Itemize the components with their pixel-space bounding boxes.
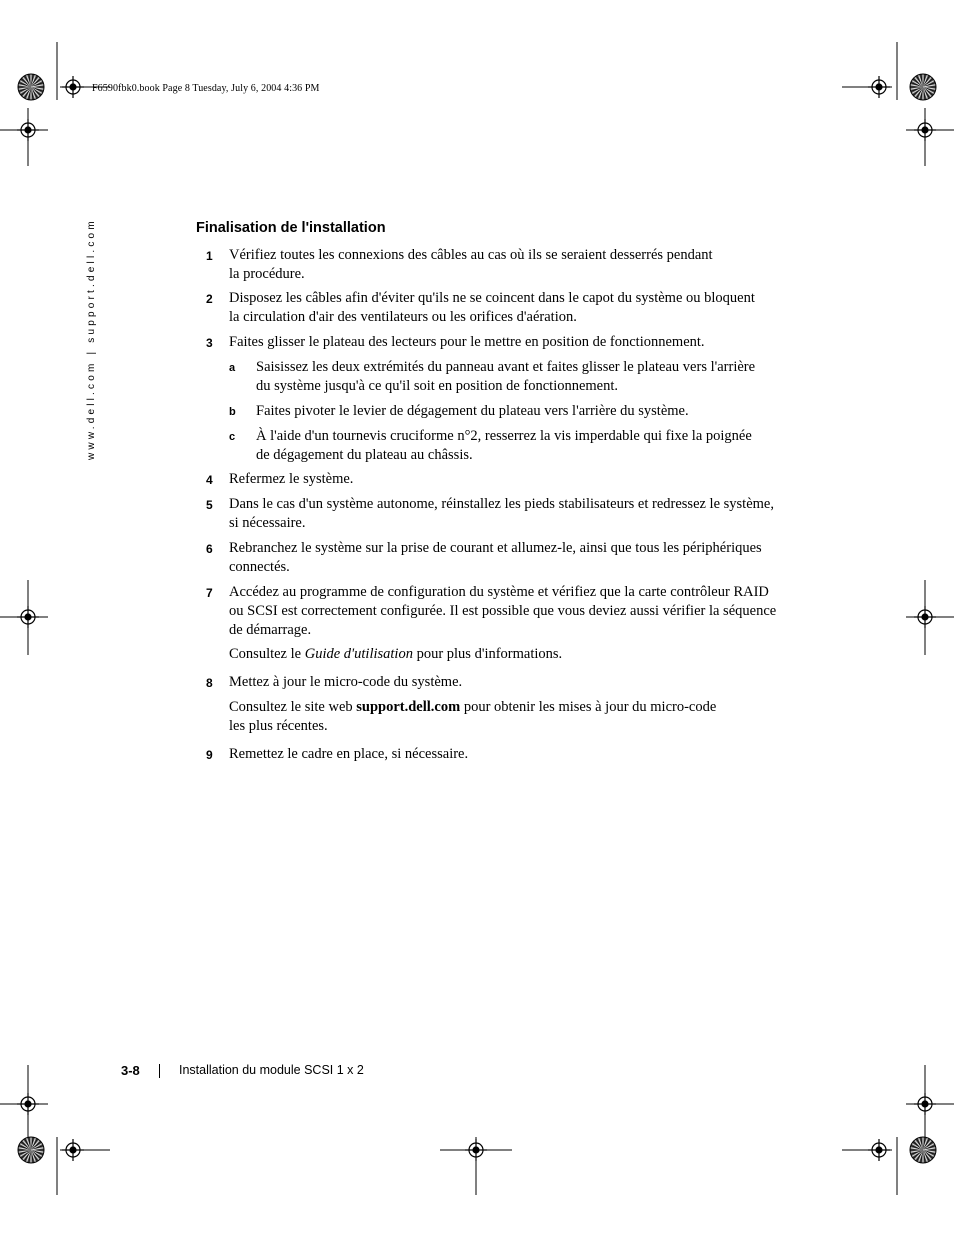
- step-number: 3: [206, 336, 213, 350]
- starburst-target-icon: [18, 74, 44, 100]
- step-number: 2: [206, 292, 213, 306]
- step-text-line: Dans le cas d'un système autonome, réinstallez les pieds stabilisateurs et redressez le système,: [229, 496, 774, 512]
- substep-text-line: Saisissez les deux extrémités du panneau avant et faites glisser le plateau vers l'arrière: [256, 359, 756, 375]
- step-number: 1: [206, 249, 213, 263]
- support-link[interactable]: support.dell.com: [356, 699, 461, 715]
- step-text-line: Vérifiez toutes les connexions des câbles au cas où ils se seraient desserrés pendant: [229, 247, 713, 263]
- substep-text-line: de dégagement du plateau au châssis.: [256, 447, 473, 463]
- step-text-line: la circulation d'air des ventilateurs ou les orifices d'aération.: [229, 309, 577, 325]
- step-number: 4: [206, 473, 213, 487]
- step-number: 8: [206, 676, 213, 690]
- substep-text-line: À l'aide d'un tournevis cruciforme n°2, resserrez la vis imperdable qui fixe la poignée: [256, 428, 752, 444]
- step-number: 6: [206, 542, 213, 556]
- step-text-line: de démarrage.: [229, 622, 312, 638]
- note-part-before: Consultez le: [229, 646, 305, 662]
- step-text-line: la procédure.: [229, 266, 305, 282]
- page-number: 3-8: [121, 1063, 140, 1078]
- step-text-line: si nécessaire.: [229, 515, 306, 531]
- chapter-title: Installation du module SCSI 1 x 2: [179, 1063, 364, 1077]
- step-number: 7: [206, 586, 213, 600]
- step-text-line: Accédez au programme de configuration du système et vérifiez que la carte contrôleur RAID: [229, 584, 769, 600]
- step-number: 9: [206, 748, 213, 762]
- starburst-target-icon: [910, 1137, 936, 1163]
- note-part-before: Consultez le site web: [229, 699, 357, 715]
- note-part-after: pour obtenir les mises à jour du micro-code: [460, 699, 717, 715]
- starburst-target-icon: [910, 74, 936, 100]
- step-text-line: Disposez les câbles afin d'éviter qu'ils ne se coincent dans le capot du système ou bloquent: [229, 290, 755, 306]
- step-text-line: Refermez le système.: [229, 471, 354, 487]
- step8-note: [229, 698, 716, 717]
- substep-letter: b: [229, 406, 236, 418]
- step-text-line: Remettez le cadre en place, si nécessaire.: [229, 746, 469, 762]
- step-text-line: Faites glisser le plateau des lecteurs pour le mettre en position de fonctionnement.: [229, 334, 705, 350]
- step-text-line: Mettez à jour le micro-code du système.: [229, 674, 463, 690]
- step-text-line: Rebranchez le système sur la prise de courant et allumez-le, ainsi que tous les périphériques: [229, 540, 762, 556]
- section-title: Finalisation de l'installation: [196, 220, 386, 236]
- footer-separator: [159, 1064, 160, 1078]
- step-text-line: ou SCSI est correctement configurée. Il est possible que vous deviez aussi vérifier la séquence: [229, 603, 777, 619]
- step7-note: [229, 645, 562, 664]
- starburst-target-icon: [18, 1137, 44, 1163]
- step-number: 5: [206, 498, 213, 512]
- sidebar-url: www.dell.com | support.dell.com: [86, 218, 97, 460]
- step8-note-line2: les plus récentes.: [229, 718, 328, 734]
- substep-text-line: du système jusqu'à ce qu'il soit en position de fonctionnement.: [256, 378, 619, 394]
- note-part-italic: Guide d'utilisation: [304, 646, 413, 662]
- step-text-line: connectés.: [229, 559, 290, 575]
- substep-text-line: Faites pivoter le levier de dégagement du plateau vers l'arrière du système.: [256, 403, 689, 419]
- substep-letter: c: [229, 431, 236, 443]
- note-part-after: pour plus d'informations.: [412, 646, 563, 662]
- print-header: F6590fbk0.book Page 8 Tuesday, July 6, 2004 4:36 PM: [92, 83, 320, 94]
- substep-letter: a: [229, 362, 236, 374]
